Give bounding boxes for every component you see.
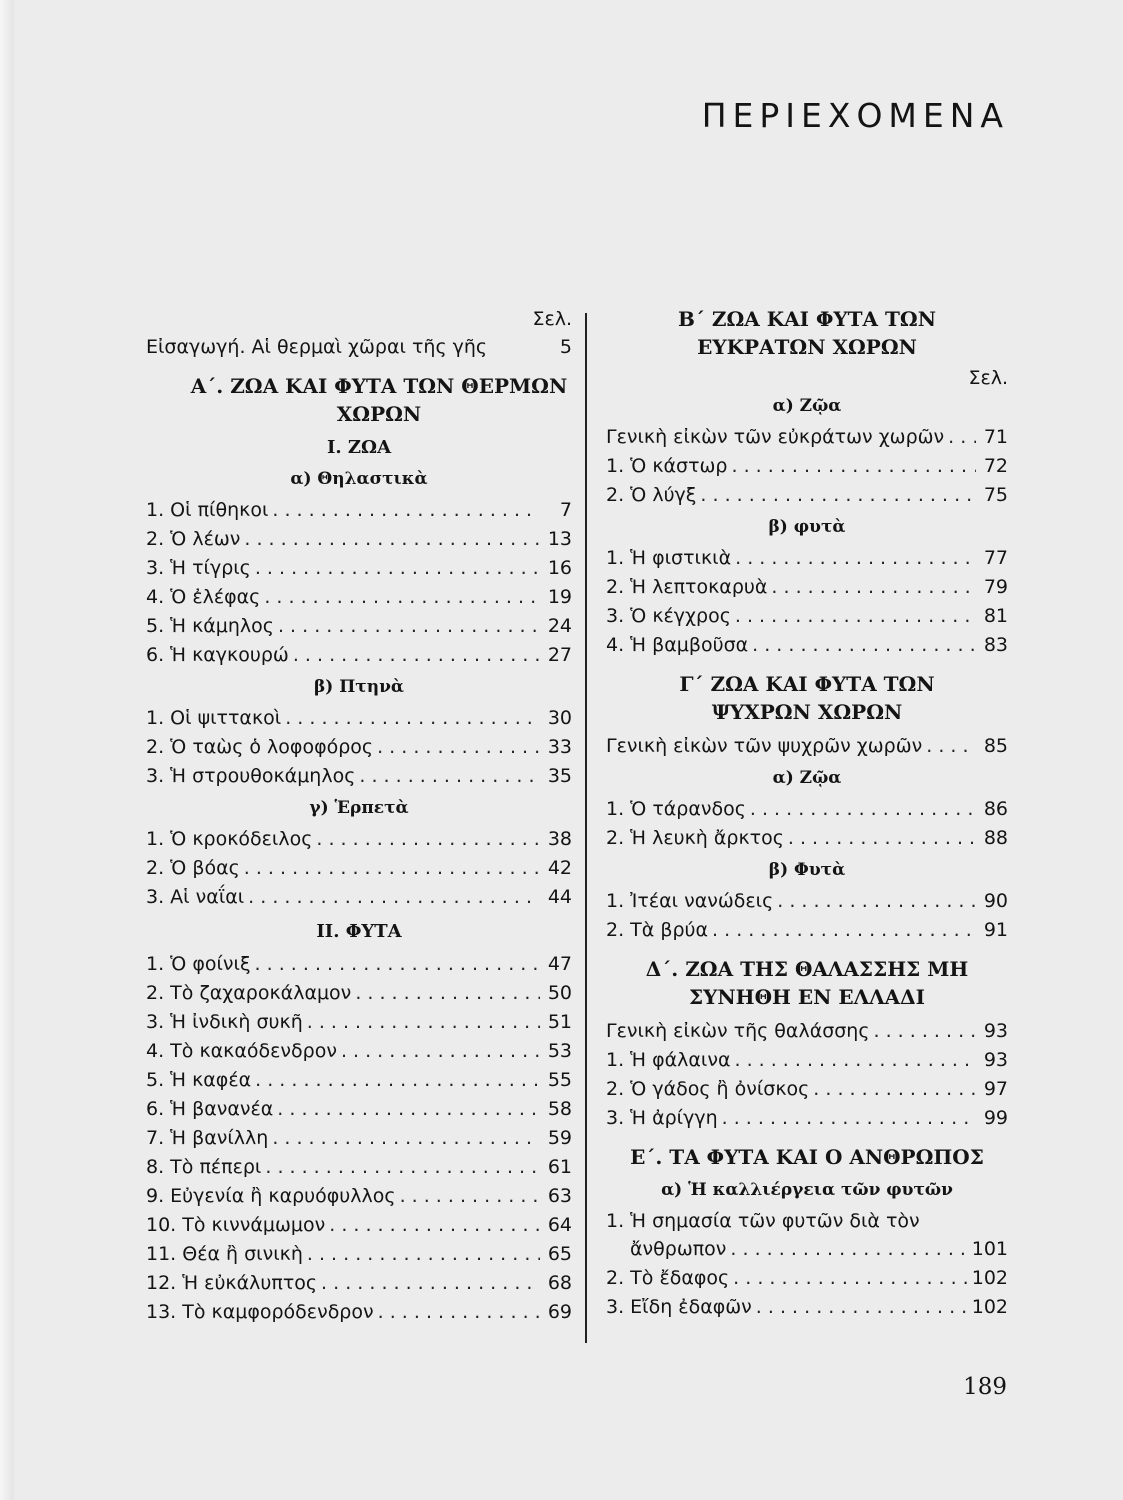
toc-entry[interactable]: [146, 704, 572, 733]
entry-page: 90: [983, 890, 1008, 912]
page-column-label: Σελ.: [532, 308, 572, 330]
entry-page: 61: [547, 1156, 572, 1178]
entry-page: 64: [547, 1214, 572, 1236]
entry-text: 2. Τὰ βρύα: [606, 919, 709, 941]
toc-entry[interactable]: [606, 887, 1008, 916]
entry-page: 101: [971, 1238, 1008, 1260]
toc-entry[interactable]: [606, 1046, 1008, 1075]
leader-dots: [734, 1046, 976, 1075]
toc-entry[interactable]: [146, 1269, 572, 1298]
entry-text: 6. Ἡ βανανέα: [146, 1098, 274, 1120]
toc-entry[interactable]: [146, 1124, 572, 1153]
entry-text: 1. Ἡ φάλαινα: [606, 1049, 731, 1071]
page-edge: [0, 0, 14, 1500]
entry-page: 19: [547, 586, 572, 608]
toc-entry[interactable]: [146, 583, 572, 612]
toc-entry[interactable]: [606, 1264, 1008, 1293]
section-heading: Ε΄. ΤΑ ΦΥΤΑ ΚΑΙ Ο ΑΝΘΡΩΠΟΣ: [630, 1145, 984, 1169]
entry-text: 3. Ἡ τίγρις: [146, 557, 251, 579]
leader-dots: [771, 573, 976, 602]
entry-text: 3. Ἡ στρουθοκάμηλος: [146, 765, 356, 787]
entry-text: 2. Τὸ ζαχαροκάλαμον: [146, 982, 352, 1004]
leader-dots: [874, 1017, 976, 1046]
entry-page: 58: [547, 1098, 572, 1120]
leader-dots: [756, 1293, 968, 1322]
leader-dots: [293, 641, 540, 670]
toc-entry[interactable]: [606, 916, 1008, 945]
b-plants-list: [606, 544, 1008, 660]
entry-text: 1. Ὁ κάστωρ: [606, 455, 728, 477]
general-entry: [606, 732, 1008, 761]
toc-entry[interactable]: [146, 525, 572, 554]
entry-page: 33: [547, 736, 572, 758]
leader-dots: [264, 583, 540, 612]
leader-dots: [712, 916, 976, 945]
entry-text: 4. Τὸ κακαόδενδρον: [146, 1040, 337, 1062]
birds-list: [146, 704, 572, 791]
leader-dots: [788, 824, 976, 853]
entry-page: 79: [983, 576, 1008, 598]
entry-page: 63: [547, 1185, 572, 1207]
leader-dots: [733, 1264, 968, 1293]
subsection-heading: α) Ζῷα: [772, 768, 842, 788]
entry-page: 86: [983, 798, 1008, 820]
entry-page: 68: [547, 1272, 572, 1294]
toc-entry-line1[interactable]: 1. Ἡ σημασία τῶν φυτῶν διὰ τὸν: [606, 1210, 920, 1232]
entry-text: 12. Ἡ εὐκάλυπτος: [146, 1272, 318, 1294]
leader-dots: [722, 1104, 976, 1133]
b-animals-list: [606, 452, 1008, 510]
leader-dots: [255, 950, 540, 979]
entry-page: 71: [983, 426, 1008, 448]
leader-dots: [329, 1211, 540, 1240]
toc-entry[interactable]: [606, 452, 1008, 481]
entry-text: 9. Εὐγενία ἢ καρυόφυλλος: [146, 1185, 396, 1207]
entry-text: 11. Θέα ἢ σινικὴ: [146, 1243, 303, 1265]
entry-page: 47: [547, 953, 572, 975]
toc-entry[interactable]: [146, 554, 572, 583]
toc-entry[interactable]: [146, 1240, 572, 1269]
leader-dots: [948, 423, 976, 452]
entry-page: 93: [983, 1049, 1008, 1071]
entry-page: 65: [547, 1243, 572, 1265]
right-column: [606, 305, 1008, 1322]
leader-dots: [735, 544, 976, 573]
entry-page: 42: [547, 857, 572, 879]
toc-entry[interactable]: [146, 1153, 572, 1182]
entry-text: 1. Ὁ κροκόδειλος: [146, 828, 313, 850]
entry-text: 4. Ὁ ἐλέφας: [146, 586, 261, 608]
leader-dots: [244, 525, 540, 554]
entry-page: 5: [559, 336, 572, 358]
entry-page: 102: [971, 1296, 1008, 1318]
leader-dots: [277, 1095, 540, 1124]
toc-entry[interactable]: [606, 602, 1008, 631]
entry-page: 83: [983, 634, 1008, 656]
entry-page: 93: [983, 1020, 1008, 1042]
entry-page: 97: [983, 1078, 1008, 1100]
leader-dots: [735, 602, 976, 631]
leader-dots: [278, 612, 540, 641]
toc-entry[interactable]: [606, 824, 1008, 853]
toc-entry[interactable]: [146, 496, 572, 525]
entry-text: 4. Ἡ βαμβοῦσα: [606, 634, 749, 656]
subsection-heading: β) φυτὰ: [768, 517, 846, 537]
entry-text: Γενικὴ εἰκὼν τῆς θαλάσσης: [606, 1020, 870, 1042]
entry-text: 10. Τὸ κιννάμωμον: [146, 1214, 326, 1236]
leader-dots: [355, 979, 540, 1008]
leader-dots: [265, 1153, 540, 1182]
plants-list: [146, 950, 572, 1327]
entry-text: 1. Ὁ τάρανδος: [606, 798, 746, 820]
entry-text: 3. Εἴδη ἐδαφῶν: [606, 1296, 752, 1318]
entry-text: Γενικὴ εἰκὼν τῶν ψυχρῶν χωρῶν: [606, 735, 923, 757]
entry-page: 38: [547, 828, 572, 850]
toc-entry[interactable]: [146, 883, 572, 912]
toc-entry[interactable]: [606, 1235, 1008, 1264]
c-plants-list: [606, 887, 1008, 945]
entry-text: 2. Τὸ ἔδαφος: [606, 1267, 730, 1289]
section-heading: Δ΄. ΖΩΑ ΤΗΣ ΘΑΛΑΣΣΗΣ ΜΗ ΣΥΝΗΘΗ ΕΝ ΕΛΛΑΔΙ: [645, 957, 969, 1009]
part-heading: ΙΙ. ΦΥΤΑ: [316, 921, 402, 942]
leader-dots: [285, 704, 540, 733]
toc-entry[interactable]: [606, 544, 1008, 573]
toc-entry[interactable]: [606, 631, 1008, 660]
entry-page: 13: [547, 528, 572, 550]
toc-entry[interactable]: [606, 481, 1008, 510]
entry-text: 6. Ἡ καγκουρώ: [146, 644, 289, 666]
entry-text: 3. Αἱ ναΐαι: [146, 886, 245, 908]
entry-text: Γενικὴ εἰκὼν τῶν εὐκράτων χωρῶν: [606, 426, 945, 448]
toc-entry[interactable]: [146, 1066, 572, 1095]
toc-entry[interactable]: [146, 733, 572, 762]
column-divider: [585, 313, 587, 1343]
leader-dots: [750, 795, 976, 824]
toc-entry[interactable]: [146, 1095, 572, 1124]
leader-dots: [730, 1235, 967, 1264]
leader-dots: [732, 452, 977, 481]
d-items-list: [606, 1017, 1008, 1133]
leader-dots: [777, 887, 976, 916]
section-heading: Α΄. ΖΩΑ ΚΑΙ ΦΥΤΑ ΤΩΝ ΘΕΡΜΩΝ ΧΩΡΩΝ: [190, 374, 568, 426]
entry-text: 2. Ὁ βόας: [146, 857, 240, 879]
entry-text: 2. Ἡ λεπτοκαρυὰ: [606, 576, 768, 598]
entry-page: 77: [983, 547, 1008, 569]
subsection-heading: β) Φυτὰ: [768, 860, 846, 880]
leader-dots: [378, 1298, 540, 1327]
c-animals-list: [606, 795, 1008, 853]
leader-dots: [307, 1008, 540, 1037]
toc-entry[interactable]: [146, 641, 572, 670]
page-number: 189: [963, 1374, 1007, 1400]
entry-page: 69: [547, 1301, 572, 1323]
toc-entry[interactable]: [606, 573, 1008, 602]
subsection-heading: α) Ἡ καλλιέργεια τῶν φυτῶν: [661, 1180, 953, 1200]
entry-text: ἄνθρωπον: [630, 1238, 727, 1260]
leader-dots: [255, 1066, 540, 1095]
leader-dots: [341, 1037, 540, 1066]
leader-dots: [377, 733, 540, 762]
toc-entry[interactable]: [146, 950, 572, 979]
leader-dots: [359, 762, 540, 791]
entry-text: 13. Τὸ καμφορόδενδρον: [146, 1301, 374, 1323]
entry-text: 8. Τὸ πέπερι: [146, 1156, 262, 1178]
subsection-heading: α) Ζῷα: [772, 396, 842, 416]
left-column: [146, 305, 572, 1327]
entry-text: 2. Ὁ λύγξ: [606, 484, 697, 506]
entry-page: 30: [547, 707, 572, 729]
toc-entry[interactable]: [146, 612, 572, 641]
toc-entry[interactable]: [146, 854, 572, 883]
entry-text: 5. Ἡ κάμηλος: [146, 615, 274, 637]
toc-entry[interactable]: [146, 1182, 572, 1211]
leader-dots: [752, 631, 976, 660]
entry-page: 44: [547, 886, 572, 908]
entry-text: 2. Ἡ λευκὴ ἄρκτος: [606, 827, 784, 849]
leader-dots: [272, 1124, 540, 1153]
leader-dots: [321, 1269, 540, 1298]
leader-dots: [244, 854, 540, 883]
reptiles-list: [146, 825, 572, 912]
leader-dots: [926, 732, 976, 761]
entry-text: 7. Ἡ βανίλλη: [146, 1127, 269, 1149]
toc-entry[interactable]: [606, 1293, 1008, 1322]
toc-entry[interactable]: [606, 423, 1008, 452]
toc-entry[interactable]: [146, 762, 572, 791]
general-entry: [606, 423, 1008, 452]
leader-dots: [316, 825, 540, 854]
toc-entry[interactable]: [146, 979, 572, 1008]
entry-text: 2. Ὁ ταὼς ὁ λοφοφόρος: [146, 736, 374, 758]
mammals-list: [146, 496, 572, 670]
page-title: ΠΕΡΙΕΧΟΜΕΝΑ: [701, 96, 1009, 135]
toc-entry[interactable]: [146, 1298, 572, 1327]
entry-text: 5. Ἡ καφέα: [146, 1069, 252, 1091]
entry-page: 50: [547, 982, 572, 1004]
entry-page: 7: [559, 499, 572, 521]
entry-page: 24: [547, 615, 572, 637]
entry-text: 3. Ὁ κέγχρος: [606, 605, 731, 627]
entry-page: 102: [971, 1267, 1008, 1289]
entry-text: 3. Ἡ ἀρίγγη: [606, 1107, 718, 1129]
toc-entry[interactable]: [146, 333, 572, 362]
leader-dots: [813, 1075, 976, 1104]
leader-dots: [248, 883, 540, 912]
toc-entry[interactable]: [146, 1211, 572, 1240]
toc-entry[interactable]: [146, 1037, 572, 1066]
entry-page: 59: [547, 1127, 572, 1149]
entry-page: 85: [983, 735, 1008, 757]
entry-text: 2. Ὁ λέων: [146, 528, 241, 550]
entry-text: 1. Οἱ πίθηκοι: [146, 499, 269, 521]
leader-dots: [307, 1240, 540, 1269]
toc-entry[interactable]: [606, 1017, 1008, 1046]
entry-text: 3. Ἡ ἰνδικὴ συκῆ: [146, 1011, 303, 1033]
subsection-heading: γ) Ἑρπετὰ: [309, 798, 409, 818]
entry-page: 99: [983, 1107, 1008, 1129]
entry-page: 91: [983, 919, 1008, 941]
entry-page: 55: [547, 1069, 572, 1091]
leader-dots: [400, 1182, 540, 1211]
entry-page: 16: [547, 557, 572, 579]
leader-dots: [255, 554, 540, 583]
entry-page: 72: [983, 455, 1008, 477]
toc-entry[interactable]: [606, 795, 1008, 824]
entry-text: 1. Ἡ φιστικιὰ: [606, 547, 732, 569]
subsection-heading: α) Θηλαστικὰ: [290, 469, 428, 489]
entry-text: 2. Ὁ γάδος ἢ ὀνίσκος: [606, 1078, 810, 1100]
section-heading: Β΄ ΖΩΑ ΚΑΙ ΦΥΤΑ ΤΩΝ ΕΥΚΡΑΤΩΝ ΧΩΡΩΝ: [678, 307, 936, 359]
entry-page: 53: [547, 1040, 572, 1062]
section-heading: Γ΄ ΖΩΑ ΚΑΙ ΦΥΤΑ ΤΩΝ ΨΥΧΡΩΝ ΧΩΡΩΝ: [679, 672, 935, 724]
entry-text: 1. Ὁ φοίνιξ: [146, 953, 251, 975]
toc-entry[interactable]: [606, 732, 1008, 761]
leader-dots: [272, 496, 540, 525]
entry-text: Εἰσαγωγή. Αἱ θερμαὶ χῶραι τῆς γῆς: [146, 336, 488, 358]
toc-entry[interactable]: [606, 1104, 1008, 1133]
toc-entry[interactable]: [146, 1008, 572, 1037]
entry-page: 75: [983, 484, 1008, 506]
toc-entry[interactable]: [146, 825, 572, 854]
entry-text: 1. Οἱ ψιττακοὶ: [146, 707, 282, 729]
entry-text: 1. Ἰτέαι νανώδεις: [606, 890, 774, 912]
entry-page: 81: [983, 605, 1008, 627]
subsection-heading: β) Πτηνὰ: [314, 677, 404, 697]
leader-dots: [700, 481, 976, 510]
part-heading: Ι. ΖΩΑ: [326, 437, 392, 458]
entry-page: 27: [547, 644, 572, 666]
entry-page: 51: [547, 1011, 572, 1033]
toc-entry[interactable]: [606, 1075, 1008, 1104]
entry-page: 35: [547, 765, 572, 787]
entry-page: 88: [983, 827, 1008, 849]
page-column-label: Σελ.: [968, 367, 1008, 389]
e-items-list: [606, 1264, 1008, 1322]
